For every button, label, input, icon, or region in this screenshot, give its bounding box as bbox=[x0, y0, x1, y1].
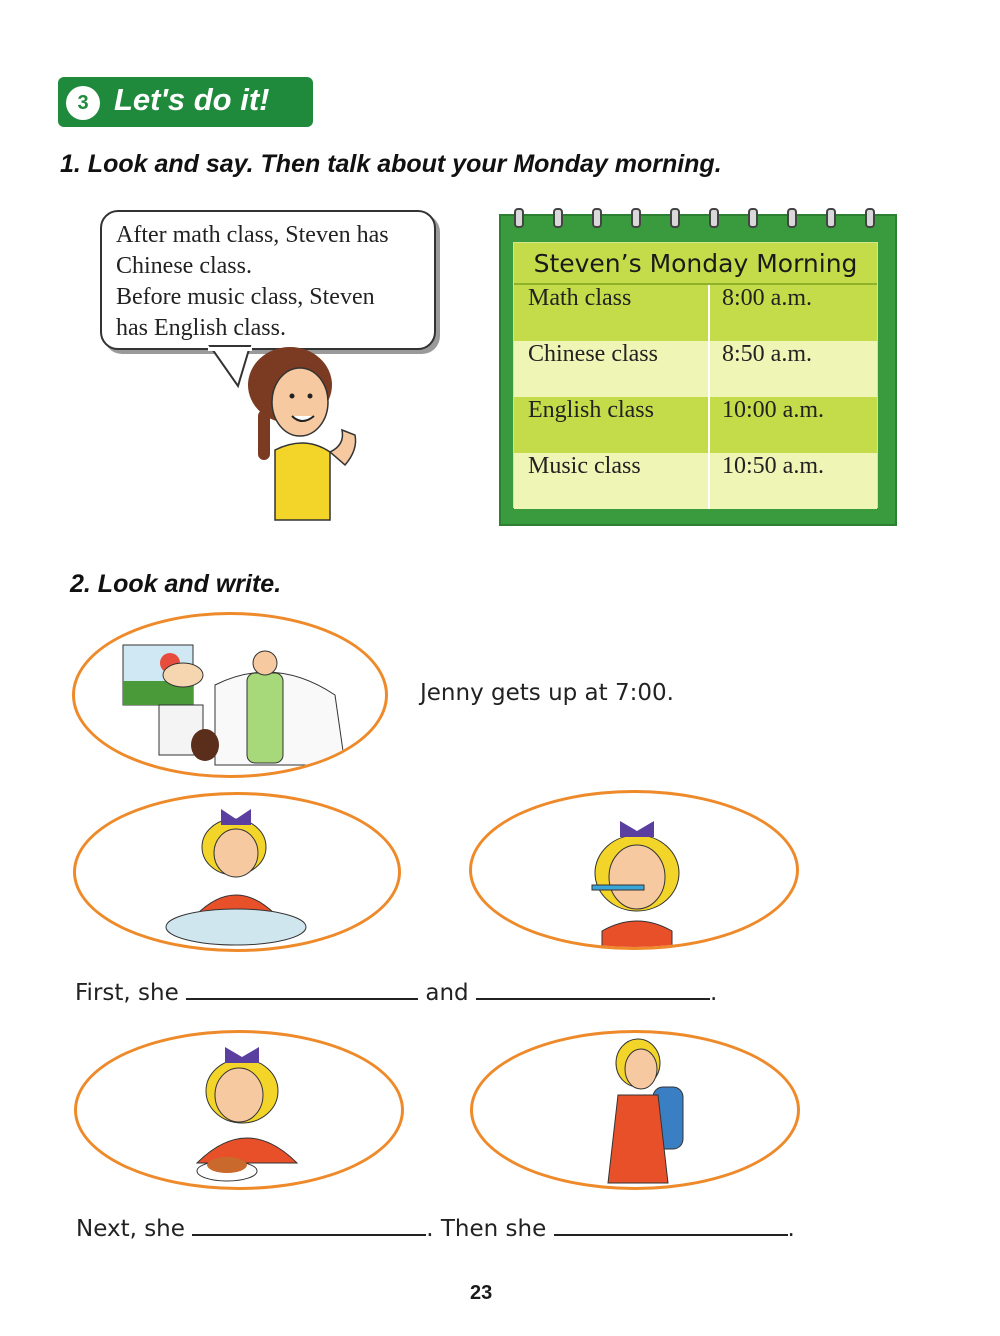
steven-illustration bbox=[180, 340, 380, 530]
write-prompt: . bbox=[787, 1216, 795, 1242]
section-number-badge: 3 bbox=[66, 86, 100, 120]
schedule-title: Steven’s Monday Morning bbox=[514, 243, 877, 285]
binder-ring-icon bbox=[631, 208, 641, 228]
bubble-line: Before music class, Steven bbox=[116, 284, 375, 310]
schedule-class: English class bbox=[528, 397, 654, 423]
binder-ring-icon bbox=[709, 208, 719, 228]
schedule-class: Chinese class bbox=[528, 341, 658, 367]
bubble-line: After math class, Steven has bbox=[116, 222, 389, 248]
picture-going-to-school bbox=[470, 1030, 800, 1190]
schedule-table bbox=[513, 242, 878, 508]
schedule-time: 8:00 a.m. bbox=[722, 285, 812, 311]
schedule-row bbox=[514, 285, 877, 341]
section-title: Let's do it! bbox=[114, 82, 270, 117]
write-line-first bbox=[75, 978, 717, 1006]
write-line-next bbox=[76, 1214, 795, 1242]
schedule-time: 8:50 a.m. bbox=[722, 341, 812, 367]
binder-ring-icon bbox=[670, 208, 680, 228]
binder-ring-icon bbox=[787, 208, 797, 228]
binder-ring-icon bbox=[826, 208, 836, 228]
instruction-look-and-write: 2. Look and write. bbox=[70, 570, 282, 598]
schedule-row bbox=[514, 341, 877, 397]
write-prompt: . Then she bbox=[426, 1216, 547, 1242]
write-prompt: Next, she bbox=[76, 1216, 185, 1242]
instruction-look-and-say: 1. Look and say. Then talk about your Monday morning. bbox=[60, 150, 722, 178]
schedule-row bbox=[514, 453, 877, 509]
schedule-row bbox=[514, 397, 877, 453]
binder-ring-icon bbox=[865, 208, 875, 228]
page-number: 23 bbox=[470, 1282, 493, 1304]
schedule-time: 10:50 a.m. bbox=[722, 453, 824, 479]
schedule-class: Math class bbox=[528, 285, 632, 311]
picture-washing-face bbox=[73, 792, 401, 952]
speech-bubble bbox=[100, 210, 436, 350]
binder-ring-icon bbox=[592, 208, 602, 228]
picture-eating-breakfast bbox=[74, 1030, 404, 1190]
bubble-line: Chinese class. bbox=[116, 253, 252, 279]
binder-ring-icon bbox=[748, 208, 758, 228]
schedule-time: 10:00 a.m. bbox=[722, 397, 824, 423]
example-sentence: Jenny gets up at 7:00. bbox=[420, 680, 674, 706]
binder-ring-icon bbox=[514, 208, 524, 228]
binder-ring-icon bbox=[553, 208, 563, 228]
write-prompt: First, she bbox=[75, 980, 179, 1006]
answer-blank[interactable] bbox=[186, 978, 418, 1000]
bubble-line: has English class. bbox=[116, 315, 286, 341]
answer-blank[interactable] bbox=[476, 978, 710, 1000]
write-prompt: . bbox=[709, 980, 718, 1006]
answer-blank[interactable] bbox=[192, 1214, 426, 1236]
answer-blank[interactable] bbox=[554, 1214, 788, 1236]
picture-getting-up bbox=[72, 612, 388, 778]
picture-brushing-teeth bbox=[469, 790, 799, 950]
write-prompt: and bbox=[425, 980, 469, 1006]
schedule-board bbox=[499, 214, 897, 526]
schedule-class: Music class bbox=[528, 453, 641, 479]
